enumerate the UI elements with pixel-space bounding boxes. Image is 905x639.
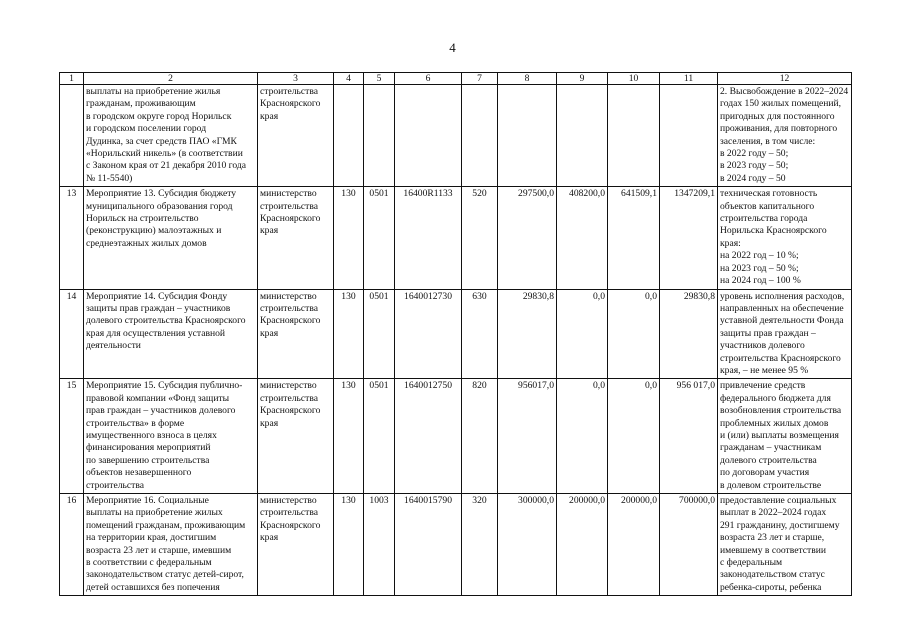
amount-2023: 408200,0	[557, 187, 608, 289]
column-header: 4	[334, 73, 364, 85]
rz-pr-code: 1003	[364, 494, 395, 596]
column-header: 12	[718, 73, 852, 85]
amount-total: 956 017,0	[660, 379, 718, 494]
amount-total: 1347209,1	[660, 187, 718, 289]
amount-total: 700000,0	[660, 494, 718, 596]
csr-code: 1640015790	[395, 494, 462, 596]
csr-code	[395, 85, 462, 187]
column-header: 10	[608, 73, 660, 85]
rz-pr-code: 0501	[364, 289, 395, 379]
vr-code	[462, 85, 498, 187]
expected-result: предоставление социальных выплат в 2022–2024 годах 291 гражданину, достигшему возраста 23 лет и старше, имевшему в соответствии с федеральным законодательством статус ребенка-сироты, ребенка	[718, 494, 852, 596]
row-number: 14	[60, 289, 84, 379]
vr-code: 820	[462, 379, 498, 494]
grbs-code	[334, 85, 364, 187]
grbs-code: 130	[334, 379, 364, 494]
executor: строительства Красноярского края	[258, 85, 334, 187]
table-row	[60, 85, 852, 187]
expected-result: уровень исполнения расходов, направленных на обеспечение уставной деятельности Фонда защиты прав граждан – участников долевого строительства Красноярского края, – не менее 95 %	[718, 289, 852, 379]
grbs-code: 130	[334, 187, 364, 289]
row-number: 16	[60, 494, 84, 596]
table-row	[60, 187, 852, 289]
column-header: 5	[364, 73, 395, 85]
row-number: 13	[60, 187, 84, 289]
vr-code: 630	[462, 289, 498, 379]
amount-total	[660, 85, 718, 187]
column-header: 6	[395, 73, 462, 85]
page-number: 4	[449, 40, 456, 55]
program-table	[59, 72, 852, 596]
column-header: 9	[557, 73, 608, 85]
amount-2024: 0,0	[608, 379, 660, 494]
expected-result: 2. Высвобождение в 2022–2024 годах 150 жилых помещений, пригодных для постоянного проживания, для повторного заселения, в том числе: в 2022 году – 50; в 2023 году – 50; в 2024 году – 50	[718, 85, 852, 187]
column-header: 11	[660, 73, 718, 85]
amount-2022: 297500,0	[498, 187, 557, 289]
row-number: 15	[60, 379, 84, 494]
measure-name: Мероприятие 15. Субсидия публично- правовой компании «Фонд защиты прав граждан – участников долевого строительства» в форме имущественного взноса в целях финансирования мероприятий по завершению строительства объектов незавершенного строительства	[84, 379, 258, 494]
vr-code: 320	[462, 494, 498, 596]
amount-2024	[608, 85, 660, 187]
table-row	[60, 379, 852, 494]
expected-result: техническая готовность объектов капитального строительства города Норильска Красноярского края: на 2022 год – 10 %; на 2023 год – 50 %; на 2024 год – 100 %	[718, 187, 852, 289]
amount-2022: 956017,0	[498, 379, 557, 494]
measure-name: Мероприятие 14. Субсидия Фонду защиты прав граждан – участников долевого строительства Красноярского края для осуществления уставной деятельности	[84, 289, 258, 379]
csr-code: 16400R1133	[395, 187, 462, 289]
executor: министерство строительства Красноярского края	[258, 379, 334, 494]
rz-pr-code: 0501	[364, 187, 395, 289]
vr-code: 520	[462, 187, 498, 289]
amount-2023	[557, 85, 608, 187]
column-header: 1	[60, 73, 84, 85]
measure-name: Мероприятие 13. Субсидия бюджету муниципального образования город Норильск на строительство (реконструкцию) малоэтажных и среднеэтажных жилых домов	[84, 187, 258, 289]
amount-2022: 29830,8	[498, 289, 557, 379]
grbs-code: 130	[334, 289, 364, 379]
column-header: 8	[498, 73, 557, 85]
header-row	[60, 73, 852, 85]
row-number	[60, 85, 84, 187]
csr-code: 1640012730	[395, 289, 462, 379]
grbs-code: 130	[334, 494, 364, 596]
table-row	[60, 289, 852, 379]
rz-pr-code: 0501	[364, 379, 395, 494]
table-row	[60, 494, 852, 596]
rz-pr-code	[364, 85, 395, 187]
amount-2024: 0,0	[608, 289, 660, 379]
amount-total: 29830,8	[660, 289, 718, 379]
amount-2024: 200000,0	[608, 494, 660, 596]
amount-2023: 0,0	[557, 289, 608, 379]
measure-name: Мероприятие 16. Социальные выплаты на приобретение жилых помещений гражданам, проживающим на территории края, достигшим возраста 23 лет и старше, имевшим в соответствии с федеральным законодательством статус детей-сирот, детей оставшихся без попечения	[84, 494, 258, 596]
amount-2022: 300000,0	[498, 494, 557, 596]
amount-2022	[498, 85, 557, 187]
amount-2023: 200000,0	[557, 494, 608, 596]
amount-2024: 641509,1	[608, 187, 660, 289]
column-header: 3	[258, 73, 334, 85]
executor: министерство строительства Красноярского края	[258, 494, 334, 596]
executor: министерство строительства Красноярского края	[258, 187, 334, 289]
column-header: 7	[462, 73, 498, 85]
column-header: 2	[84, 73, 258, 85]
csr-code: 1640012750	[395, 379, 462, 494]
expected-result: привлечение средств федерального бюджета для возобновления строительства проблемных жилых домов и (или) выплаты возмещения гражданам – участникам долевого строительства по договорам участия в долевом строительстве	[718, 379, 852, 494]
amount-2023: 0,0	[557, 379, 608, 494]
measure-name: выплаты на приобретение жилья гражданам, проживающим в городском округе город Норильск и городском поселении город Дудинка, за счет средств ПАО «ГМК «Норильский никель» (в соответствии с Законом края от 21 декабря 2010 года № 11-5540)	[84, 85, 258, 187]
executor: министерство строительства Красноярского края	[258, 289, 334, 379]
